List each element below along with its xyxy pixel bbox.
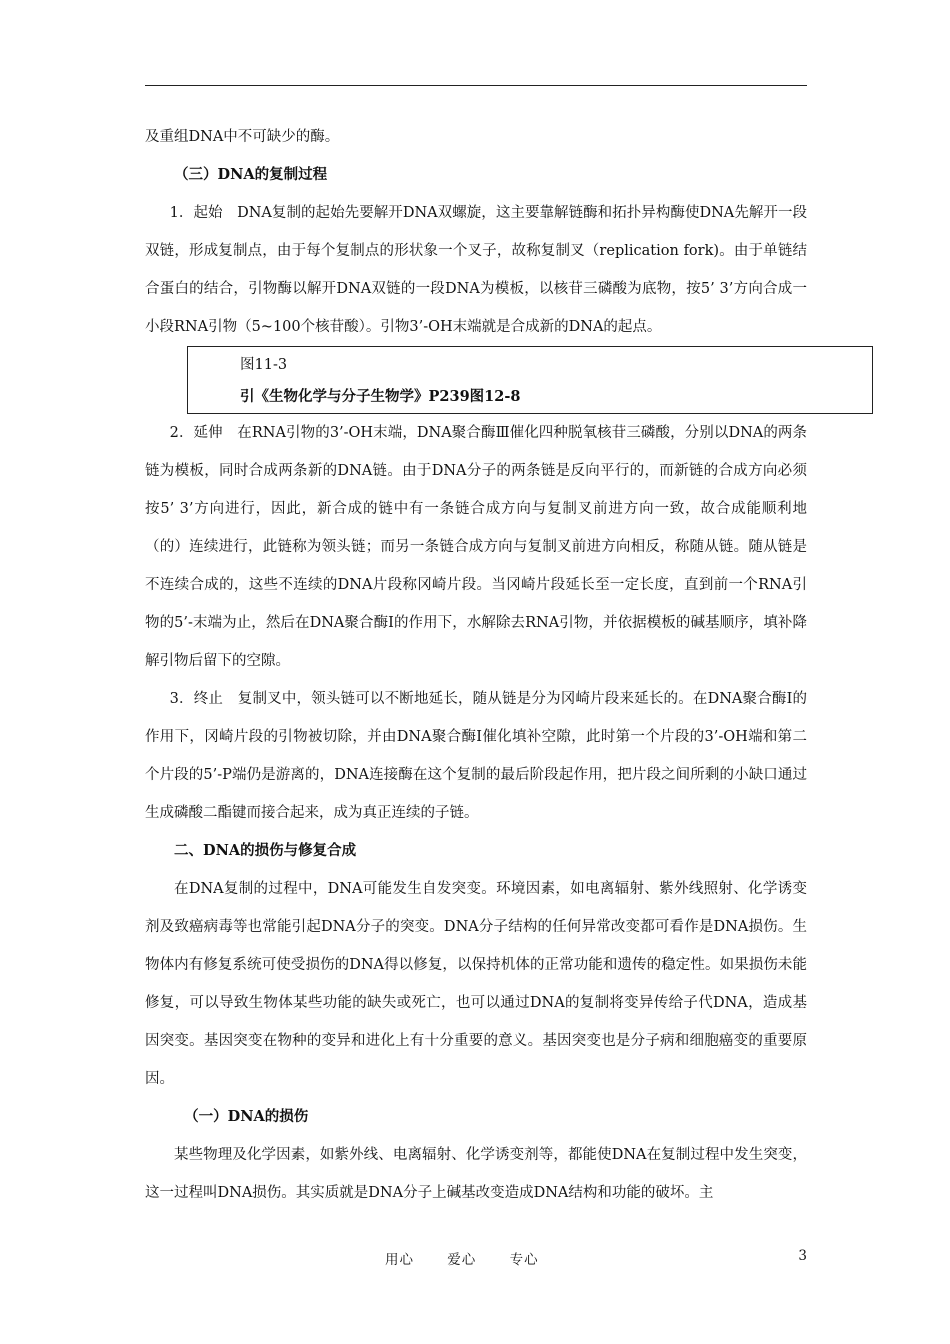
- paragraph-continuation: 及重组DNA中不可缺少的酶。: [145, 129, 340, 145]
- paragraph-initiation: 1．起始 DNA复制的起始先要解开DNA双螺旋，这主要靠解链酶和拓扑异构酶使DNA先解开一段双链，形成复制点，由于每个复制点的形状象一个叉子，故称复制叉（replication fork)。由于单链结合蛋白的结合，引物酶以解开DNA双链的一段DNA为模板，以核苷三磷酸为底物，按5’ 3’方向合成一小段RNA引物（5~100个核苷酸）。引物3’-OH末端就是合成新的DNA的起点。: [145, 205, 807, 335]
- figure-placeholder-box: [187, 346, 873, 414]
- footer-motto-1: 用心: [385, 1252, 414, 1268]
- paragraph-dna-mutation: 在DNA复制的过程中，DNA可能发生自发突变。环境因素，如电离辐射、紫外线照射、化学诱变剂及致癌病毒等也常能引起DNA分子的突变。DNA分子结构的任何异常改变都可看作是DNA损伤。生物体内有修复系统可使受损伤的DNA得以修复，以保持机体的正常功能和遗传的稳定性。如果损伤未能修复，可以导致生物体某些功能的缺失或死亡，也可以通过DNA的复制将变异传给子代DNA，造成基因突变。基因突变在物种的变异和进化上有十分重要的意义。基因突变也是分子病和细胞癌变的重要原因。: [145, 881, 807, 1087]
- section-heading-dna-damage: （一）DNA的损伤: [184, 1108, 309, 1125]
- header-rule: [145, 85, 807, 86]
- footer-motto-3: 专心: [509, 1252, 539, 1268]
- figure-caption: 引《生物化学与分子生物学》P239图12-8: [240, 388, 521, 405]
- paragraph-dna-damage: 某些物理及化学因素，如紫外线、电离辐射、化学诱变剂等，都能使DNA在复制过程中发生突变，这一过程叫DNA损伤。其实质就是DNA分子上碱基改变造成DNA结构和功能的破坏。主: [145, 1147, 807, 1201]
- paragraph-termination: 3．终止 复制叉中，领头链可以不断地延长，随从链是分为冈崎片段来延长的。在DNA聚合酶Ⅰ的作用下，冈崎片段的引物被切除，并由DNA聚合酶Ⅰ催化填补空隙，此时第一个片段的3’-OH端和第二个片段的5’-P端仍是游离的，DNA连接酶在这个复制的最后阶段起作用，把片段之间所剩的小缺口通过生成磷酸二酯键而接合起来，成为真正连续的子链。: [145, 691, 807, 821]
- paragraph-elongation: 2．延伸 在RNA引物的3’-OH末端，DNA聚合酶Ⅲ催化四种脱氧核苷三磷酸，分别以DNA的两条链为模板，同时合成两条新的DNA链。由于DNA分子的两条链是反向平行的，而新链的合成方向必须按5’ 3’方向进行，因此，新合成的链中有一条链合成方向与复制叉前进方向一致，故合成能顺利地（的）连续进行，此链称为领头链；而另一条链合成方向与复制叉前进方向相反，称随从链。随从链是不连续合成的，这些不连续的DNA片段称冈崎片段。当冈崎片段延长至一定长度，直到前一个RNA引物的5’-末端为止，然后在DNA聚合酶Ⅰ的作用下，水解除去RNA引物，并依据模板的碱基顺序，填补降解引物后留下的空隙。: [145, 425, 807, 669]
- body-text: [145, 118, 807, 1212]
- footer-motto: [385, 1248, 567, 1268]
- section-heading-dna-damage-repair: 二、DNA的损伤与修复合成: [174, 842, 357, 859]
- page-number: 3: [798, 1248, 807, 1264]
- figure-label: 图11-3: [240, 357, 288, 373]
- section-heading-replication-process: （三）DNA的复制过程: [174, 166, 328, 183]
- footer-motto-2: 爱心: [447, 1252, 477, 1268]
